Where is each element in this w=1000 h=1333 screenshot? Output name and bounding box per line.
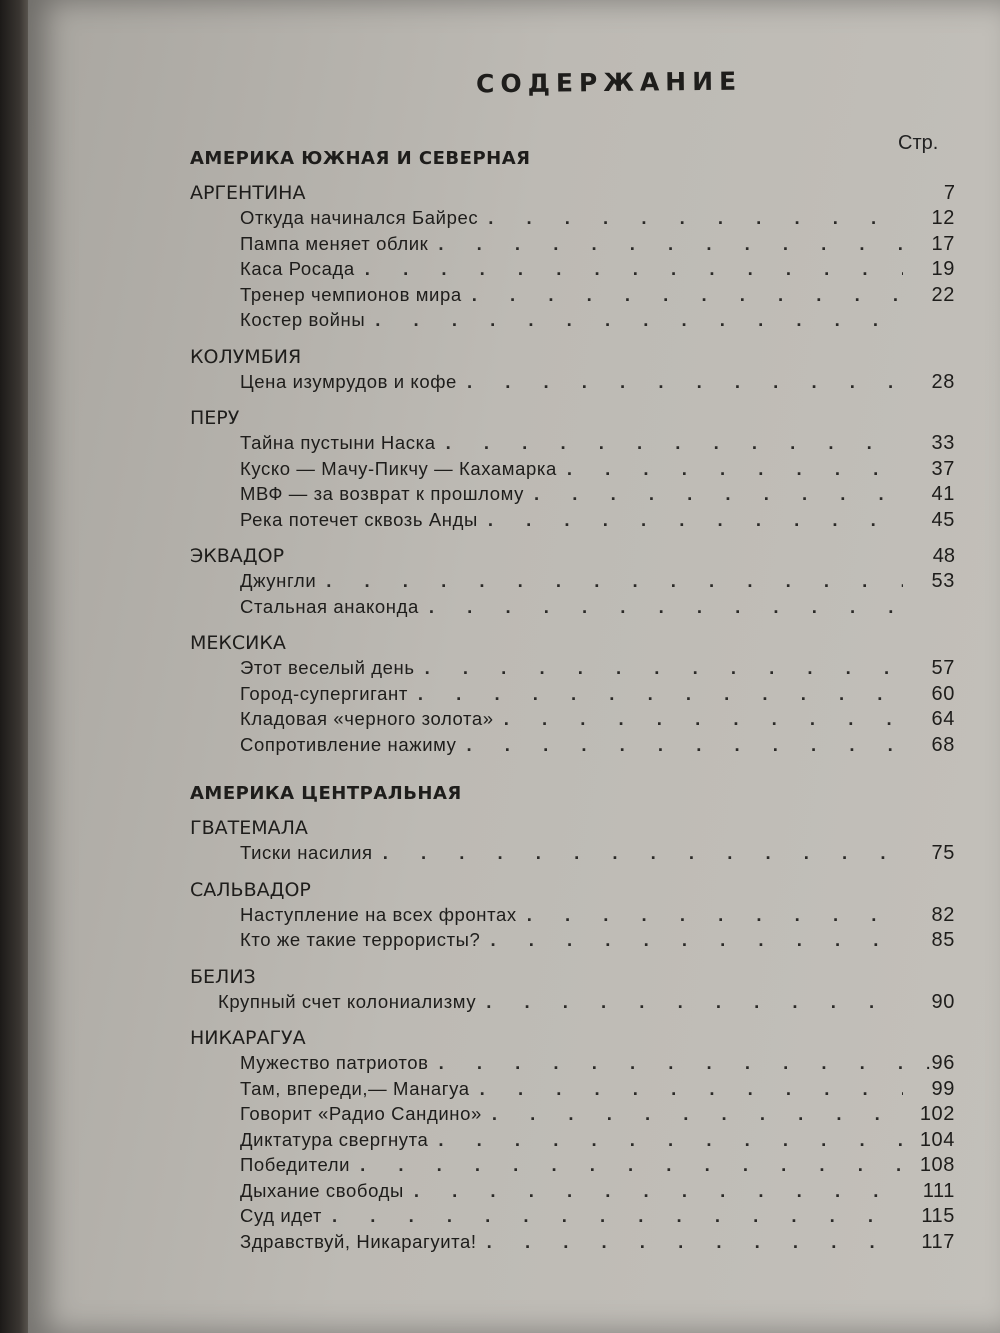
dot-leader — [480, 1076, 903, 1102]
page-column-label: Стр. — [898, 132, 939, 154]
entry-page-number: 12 — [931, 207, 955, 229]
dot-leader — [418, 681, 903, 707]
country-name: ПЕРУ — [190, 407, 240, 429]
entry-title: Город-супергигант — [240, 682, 408, 704]
entry-page-number: 33 — [931, 432, 955, 454]
country-heading — [190, 816, 955, 840]
section-heading: АМЕРИКА ЮЖНАЯ И СЕВЕРНАЯ — [190, 148, 531, 169]
toc-entry — [190, 902, 955, 928]
dot-leader — [414, 1178, 903, 1204]
entry-title: МВФ — за возврат к прошлому — [240, 483, 525, 504]
entry-page-number: 75 — [931, 842, 955, 864]
entry-title: Говорит «Радио Сандино» — [240, 1103, 482, 1124]
entry-page-number: 64 — [931, 708, 955, 730]
country-name: БЕЛИЗ — [190, 965, 256, 988]
entry-title: Суд идет — [240, 1205, 323, 1226]
toc-entry — [190, 1101, 955, 1127]
entry-title: Кто же такие террористы? — [240, 929, 481, 950]
dot-leader — [326, 568, 903, 594]
dot-leader — [383, 840, 903, 866]
country-page-number: 7 — [943, 182, 955, 204]
entry-page-number: 90 — [931, 990, 955, 1013]
entry-page-number: 115 — [921, 1205, 955, 1227]
entry-title: Диктатура свергнута — [240, 1128, 429, 1150]
entry-page-number: 19 — [931, 258, 955, 280]
entry-page-number: 111 — [922, 1179, 955, 1202]
country-name: САЛЬВАДОР — [190, 878, 311, 901]
dot-leader — [490, 927, 903, 953]
dot-leader — [527, 902, 903, 928]
entry-title: Тренер чемпионов мира — [240, 283, 462, 305]
toc-entry — [190, 205, 955, 231]
country-page-number: 48 — [932, 545, 955, 567]
toc-entry — [190, 568, 955, 594]
entry-title: Кладовая «черного золота» — [240, 708, 494, 729]
entry-page-number: 108 — [919, 1154, 955, 1176]
dot-leader — [360, 1152, 903, 1178]
dot-leader — [472, 282, 903, 308]
country-heading — [190, 406, 955, 430]
toc-entry — [190, 481, 955, 507]
entry-title: Там, впереди,— Манагуа — [240, 1077, 470, 1099]
toc-entry — [190, 231, 955, 257]
page-title: СОДЕРЖАНИЕ — [475, 66, 743, 99]
dot-leader — [467, 369, 903, 395]
toc-entry — [190, 927, 955, 953]
entry-page-number: 45 — [931, 508, 955, 531]
entry-page-number: 60 — [931, 682, 955, 705]
dot-leader — [488, 205, 903, 231]
dot-leader — [446, 430, 903, 456]
entry-page-number: 82 — [931, 903, 955, 926]
entry-title: Река потечет сквозь Анды — [240, 508, 478, 530]
entry-title: Наступление на всех фронтах — [240, 903, 517, 925]
entry-title: Сопротивление нажиму — [240, 733, 457, 755]
dot-leader — [425, 655, 903, 681]
dot-leader — [438, 1127, 903, 1153]
country-heading — [190, 631, 955, 655]
toc-entry — [190, 369, 955, 395]
section-heading: АМЕРИКА ЦЕНТРАЛЬНАЯ — [190, 783, 462, 804]
dot-leader — [439, 1050, 903, 1076]
country-heading — [190, 878, 955, 902]
entry-title: Каса Росада — [240, 258, 355, 279]
entry-page-number: 99 — [931, 1077, 955, 1100]
toc-entry — [190, 307, 955, 333]
toc-entry — [190, 456, 955, 482]
toc-entry — [190, 1127, 955, 1153]
entry-page-number: 28 — [931, 370, 955, 393]
toc-entry — [190, 1203, 955, 1229]
toc-entry — [190, 1178, 955, 1204]
book-spine-shadow — [0, 0, 28, 1333]
dot-leader — [488, 507, 903, 533]
entry-title: Откуда начинался Байрес — [240, 207, 479, 228]
country-heading — [190, 345, 955, 369]
toc-entry — [190, 282, 955, 308]
entry-title: Костер войны — [240, 309, 366, 330]
toc-entry — [190, 989, 955, 1015]
dot-leader — [429, 594, 903, 620]
dot-leader — [492, 1101, 903, 1127]
entry-title: Здравствуй, Никарагуита! — [240, 1230, 477, 1252]
dot-leader — [438, 231, 903, 257]
dot-leader — [365, 256, 903, 282]
entry-title: Победители — [240, 1154, 351, 1175]
toc-entry — [190, 256, 955, 282]
entry-title: Тайна пустыни Наска — [240, 432, 436, 453]
dot-leader — [534, 481, 903, 507]
entry-page-number: 17 — [931, 232, 955, 255]
country-heading — [190, 544, 955, 568]
entry-page-number: 41 — [931, 483, 955, 505]
dot-leader — [567, 456, 903, 482]
entry-title: Мужество патриотов — [240, 1052, 429, 1073]
toc-entry — [190, 840, 955, 866]
entry-title: Пампа меняет облик — [240, 232, 429, 254]
entry-page-number: 68 — [931, 733, 955, 756]
dot-leader — [332, 1203, 903, 1229]
entry-page-number: 22 — [931, 283, 955, 306]
country-name: НИКАРАГУА — [190, 1027, 306, 1049]
toc-entry — [190, 1050, 955, 1076]
toc-entry — [190, 655, 955, 681]
toc-entry — [190, 681, 955, 707]
entry-page-number: 37 — [931, 457, 955, 480]
table-of-contents — [190, 140, 955, 1254]
country-name: МЕКСИКА — [190, 632, 286, 654]
entry-title: Куско — Мачу-Пикчу — Кахамарка — [240, 457, 557, 479]
entry-title: Крупный счет колониализму — [218, 990, 477, 1012]
country-name: КОЛУМБИЯ — [190, 345, 302, 368]
country-heading — [190, 1026, 955, 1050]
country-name: ГВАТЕМАЛА — [190, 817, 308, 839]
dot-leader — [467, 732, 903, 758]
entry-page-number: 53 — [931, 570, 955, 592]
entry-title: Стальная анаконда — [240, 595, 419, 617]
entry-title: Дыхание свободы — [240, 1179, 404, 1201]
toc-entry — [190, 1152, 955, 1178]
entry-page-number: 104 — [919, 1128, 955, 1151]
country-heading — [190, 181, 955, 205]
country-name: АРГЕНТИНА — [190, 182, 306, 204]
country-heading — [190, 965, 955, 989]
toc-entry — [190, 706, 955, 732]
country-name: ЭКВАДОР — [190, 545, 285, 567]
dot-leader — [487, 1229, 903, 1255]
dot-leader — [504, 706, 903, 732]
toc-entry — [190, 1076, 955, 1102]
toc-entry — [190, 507, 955, 533]
toc-entry — [190, 430, 955, 456]
entry-title: Джунгли — [240, 570, 317, 591]
dot-leader — [486, 989, 903, 1015]
dot-leader — [375, 307, 903, 333]
entry-page-number: .96 — [925, 1052, 955, 1074]
entry-title: Тиски насилия — [240, 842, 373, 863]
entry-page-number: 85 — [931, 929, 955, 951]
toc-entry — [190, 1229, 955, 1255]
toc-entry — [190, 732, 955, 758]
entry-page-number: 102 — [919, 1103, 955, 1125]
entry-title: Этот веселый день — [240, 657, 415, 678]
toc-entry — [190, 594, 955, 620]
entry-page-number: 57 — [931, 657, 955, 679]
entry-page-number: 117 — [921, 1230, 955, 1253]
entry-title: Цена изумрудов и кофе — [240, 370, 457, 392]
